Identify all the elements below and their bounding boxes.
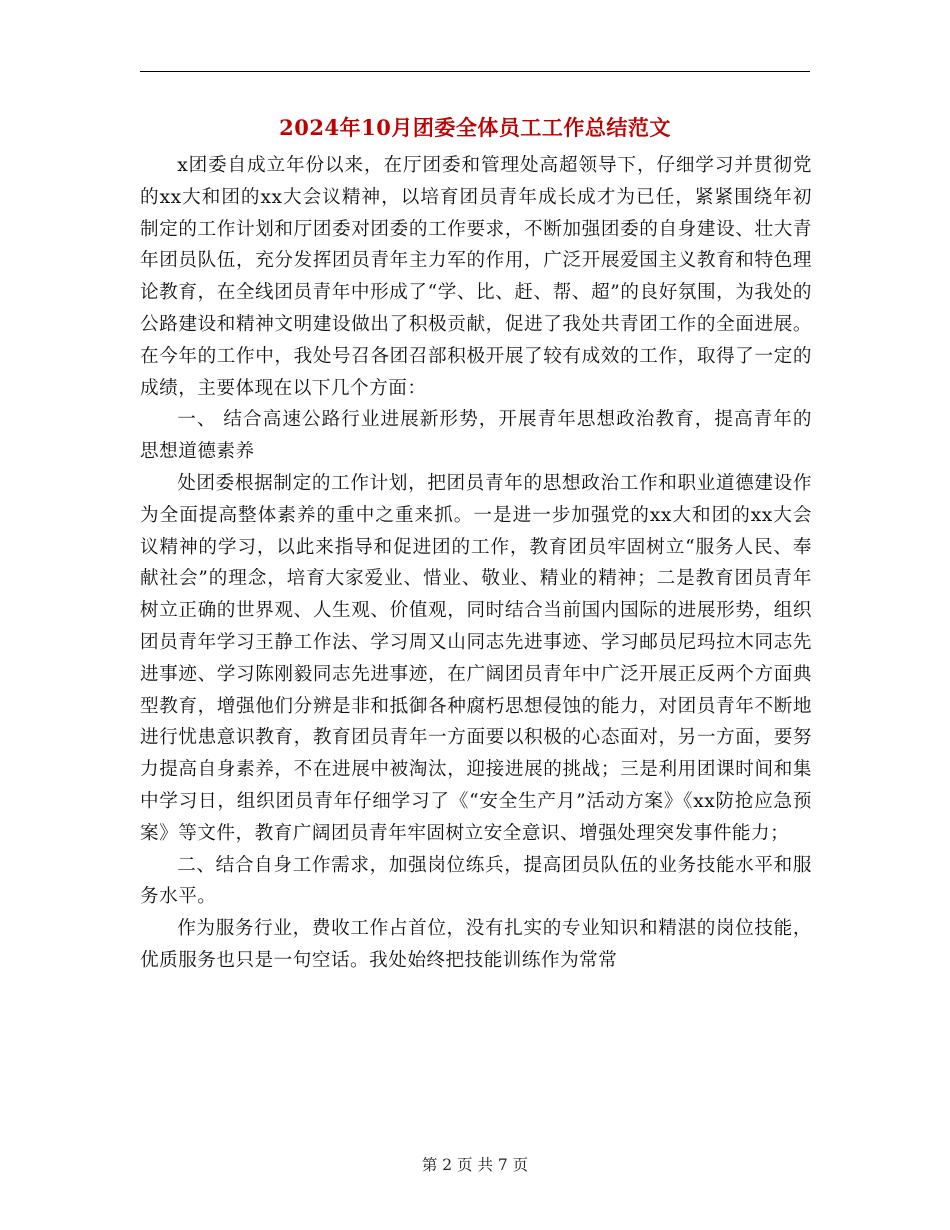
header-rule xyxy=(140,71,810,72)
section-heading-1: 一、 结合高速公路行业进展新形势，开展青年思想政治教育，提高青年的思想道德素养 xyxy=(140,409,812,463)
document-body xyxy=(140,150,812,977)
paragraph-intro: x团委自成立年份以来，在厅团委和管理处高超领导下，仔细学习并贯彻党的xx大和团的xx大会议精神，以培育团员青年成长成才为已任，紧紧围绕年初制定的工作计划和厅团委对团委的工作要求，不断加强团委的自身建设、壮大青年团员队伍，充分发挥团员青年主力军的作用，广泛开展爱国主义教育和特色理论教育，在全线团员青年中形成了“学、比、赶、帮、超”的良好氛围，为我处的公路建设和精神文明建设做出了积极贡献，促进了我处共青团工作的全面进展。在今年的工作中，我处号召各团召部积极开展了较有成效的工作，取得了一定的成绩，主要体现在以下几个方面： xyxy=(140,155,812,399)
section-heading-2: 二、结合自身工作需求，加强岗位练兵，提高团员队伍的业务技能水平和服务水平。 xyxy=(140,854,812,908)
paragraph-section-1: 处团委根据制定的工作计划，把团员青年的思想政治工作和职业道德建设作为全面提高整体素养的重中之重来抓。一是进一步加强党的xx大和团的xx大会议精神的学习，以此来指导和促进团的工作，教育团员牢固树立“服务人民、奉献社会”的理念，培育大家爱业、惜业、敬业、精业的精神；二是教育团员青年树立正确的世界观、人生观、价值观，同时结合当前国内国际的进展形势，组织团员青年学习王静工作法、学习周又山同志先进事迹、学习邮员尼玛拉木同志先进事迹、学习陈刚毅同志先进事迹，在广阔团员青年中广泛开展正反两个方面典型教育，增强他们分辨是非和抵御各种腐朽思想侵蚀的能力，对团员青年不断地进行忧患意识教育，教育团员青年一方面要以积极的心态面对，另一方面，要努力提高自身素养，不在进展中被淘汰，迎接进展的挑战；三是利用团课时间和集中学习日，组织团员青年仔细学习了《“安全生产月”活动方案》《xx防抢应急预案》等文件，教育广阔团员青年牢固树立安全意识、增强处理突发事件能力； xyxy=(140,472,812,844)
page-number-footer: 第 2 页 共 7 页 xyxy=(421,1156,529,1174)
document-title: 2024年10月团委全体员工工作总结范文 xyxy=(279,115,671,140)
paragraph-section-2: 作为服务行业，费收工作占首位，没有扎实的专业知识和精湛的岗位技能，优质服务也只是一句空话。我处始终把技能训练作为常常 xyxy=(140,918,812,971)
